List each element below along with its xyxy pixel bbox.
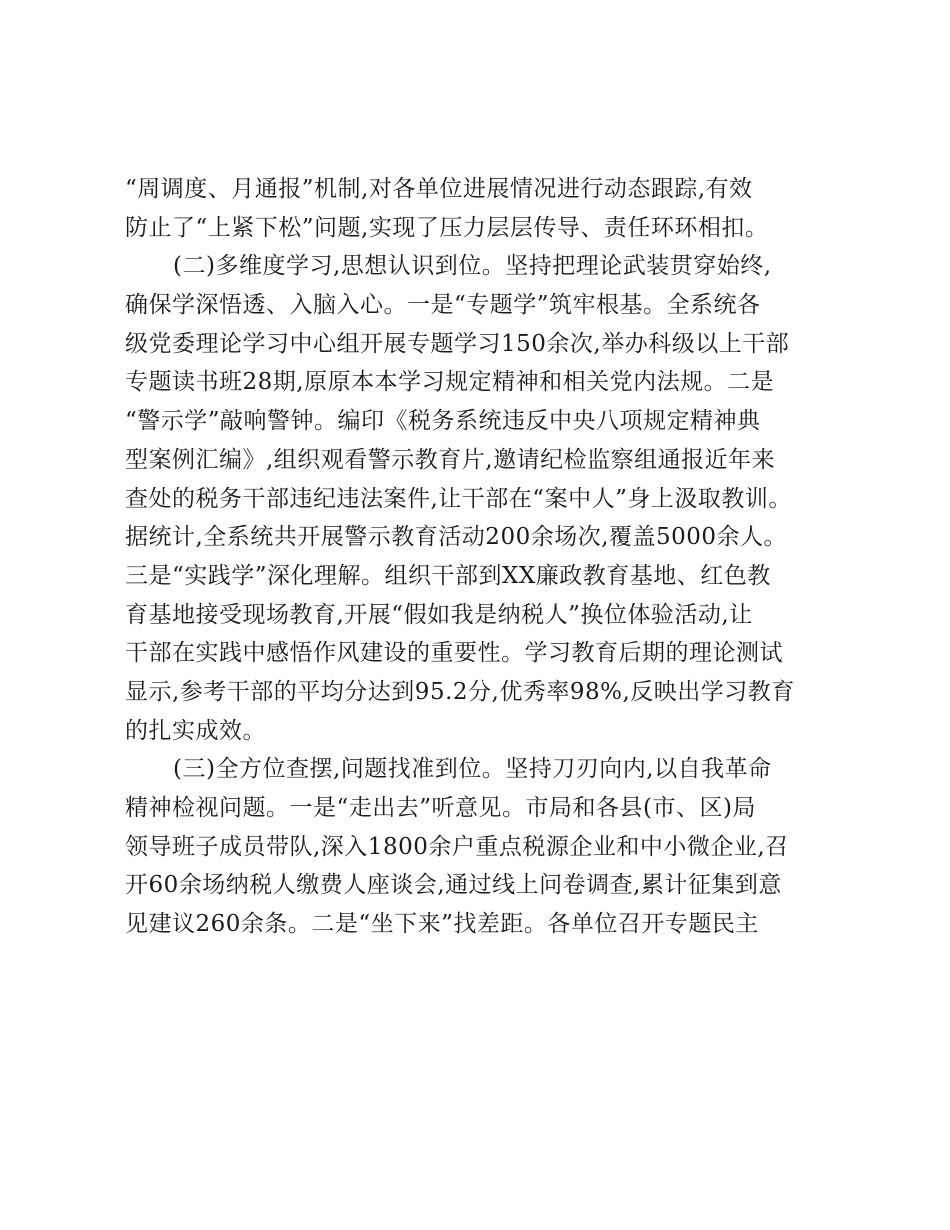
text-line: 精神检视问题。一是“走出去”听意见。市局和各县(市、区)局 xyxy=(125,795,756,821)
text-line: 的扎实成效。 xyxy=(125,717,266,744)
text-line: 级党委理论学习中心组开展专题学习150余次,举办科级以上干部 xyxy=(125,330,790,357)
text-line: “周调度、月通报”机制,对各单位进展情况进行动态跟踪,有效 xyxy=(125,176,753,202)
text-line: 据统计,全系统共开展警示教育活动200余场次,覆盖5000余人。 xyxy=(125,524,788,551)
text-line: 见建议260余条。二是“坐下来”找差距。各单位召开专题民主 xyxy=(125,911,759,938)
section-heading-line: (三)全方位查摆,问题找准到位。坚持刀刃向内,以自我革命 xyxy=(173,756,772,783)
text-line: 防止了“上紧下松”问题,实现了压力层层传导、责任环环相扣。 xyxy=(125,214,769,241)
text-line: “警示学”敲响警钟。编印《税务系统违反中央八项规定精神典 xyxy=(125,408,761,435)
section-heading-line: (二)多维度学习,思想认识到位。坚持把理论武装贯穿始终, xyxy=(173,253,772,280)
text-line: 显示,参考干部的平均分达到95.2分,优秀率98%,反映出学习教育 xyxy=(125,678,795,705)
text-line: 型案例汇编》,组织观看警示教育片,邀请纪检监察组通报近年来 xyxy=(125,446,776,473)
text-line: 干部在实践中感悟作风建设的重要性。学习教育后期的理论测试 xyxy=(125,640,783,667)
text-line: 领导班子成员带队,深入1800余户重点税源企业和中小微企业,召 xyxy=(125,833,789,860)
body-text xyxy=(125,170,845,944)
text-line: 确保学深悟透、入脑入心。一是“专题学”筑牢根基。全系统各 xyxy=(125,292,761,319)
text-line: 育基地接受现场教育,开展“假如我是纳税人”换位体验活动,让 xyxy=(125,601,753,628)
text-line: 专题读书班28期,原原本本学习规定精神和相关党内法规。二是 xyxy=(125,369,775,396)
text-line: 查处的税务干部违纪违法案件,让干部在“案中人”身上汲取教训。 xyxy=(125,485,792,512)
text-line: 开60余场纳税人缴费人座谈会,通过线上问卷调查,累计征集到意 xyxy=(125,872,782,899)
text-line: 三是“实践学”深化理解。组织干部到XX廉政教育基地、红色教 xyxy=(125,562,771,589)
